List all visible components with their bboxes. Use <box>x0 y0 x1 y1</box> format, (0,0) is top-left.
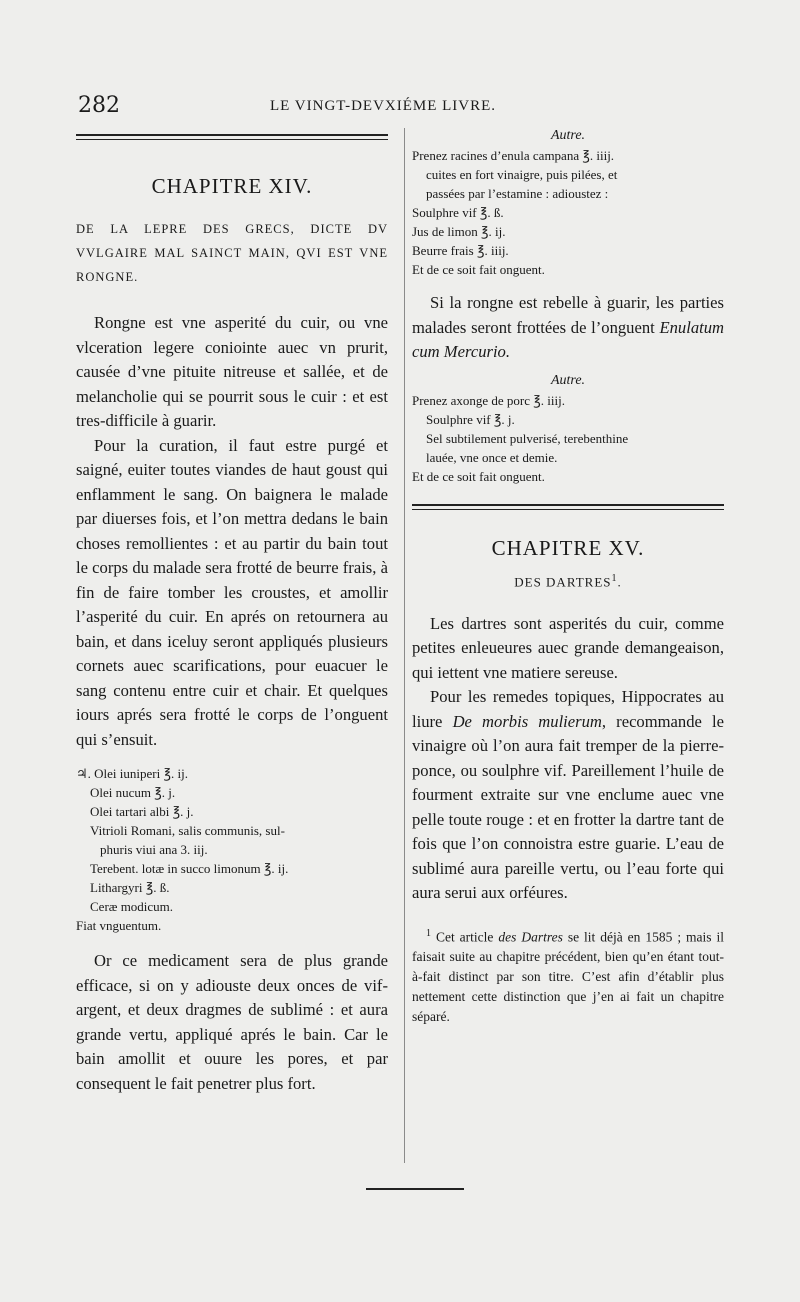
footnote <box>412 924 724 1028</box>
recipe-line: phuris viui ana 3. iij. <box>100 842 208 857</box>
footnote-text: se lit déjà en 1585 ; mais il faisait suite au chapitre précédent, bien qu’en étant tout-à-fait distinct par son titre. C’est afin d’établir plus nettement cette distinction que j’en ai fait un chapitre séparé. <box>412 929 725 1025</box>
chapter-subtitle: DES DARTRES$^1$. <box>514 572 622 589</box>
paragraph: Or ce medicament sera de plus grande efficace, si on y adiouste deux onces de vif-argent, et deux dragmes de sublimé : et aura grande vertu, appliqué aprés le bain. Car le bain amollit et ouure les pores, et par consequent le fait penetrer plus fort. <box>76 951 388 1093</box>
paragraph-text: , recommande le vinaigre où l’on aura fait tremper de la pierre-ponce, ou soulphre vif. Pareillement l’huile de fourment extraite sur vne enclume auec vne pelle toute rouge : et en frotter la dartre tant de fois que l’on connoistra estre guarie. L’eau de sublimé aura pareille vertu, ou l’eau forte qui aura serui aux orféures. <box>412 711 724 903</box>
chapter-rule <box>76 134 388 140</box>
latin-title: De morbis mulierum <box>452 711 602 731</box>
recipe-line: Soulphre vif ℥. ß. <box>412 205 504 220</box>
running-title: LE VINGT-DEVXIÉME LIVRE. <box>270 98 497 114</box>
bottom-rule <box>366 1188 464 1190</box>
recipe-line: cuites en fort vinaigre, puis pilées, et <box>426 167 618 182</box>
paragraph-text: Si la rongne est rebelle à guarir, les parties malades seront frottées de l’onguent <box>412 293 724 337</box>
recipe-line: Terebent. lotæ in succo limonum ℥. ij. <box>90 861 289 876</box>
recipe-line: Olei nucum ℥. j. <box>90 785 176 800</box>
chapter-title: CHAPITRE XIV. <box>151 174 313 198</box>
footnote-text: Cet article <box>435 929 494 945</box>
footnote-number: 1 <box>426 927 431 939</box>
footnote-italic: des Dartres <box>498 929 563 945</box>
recipe-line: lauée, vne once et demie. <box>426 449 558 465</box>
chapter-title: CHAPITRE XV. <box>491 535 645 560</box>
recipe-line: Prenez axonge de porc ℥. iiij. <box>412 392 565 408</box>
recipe-line: passées par l’estamine : adioustez : <box>426 186 609 201</box>
recipe-line: Sel subtilement pulverisé, terebenthine <box>426 430 629 446</box>
page-number: 282 <box>78 93 120 118</box>
left-column <box>76 128 388 1096</box>
recipe-line: Soulphre vif ℥. j. <box>426 411 515 427</box>
paragraph: Rongne est vne asperité du cuir, ou vne vlceration legere coniointe auec vn prurit, causée d’vne pituite nitreuse et sallée, et de melancholie qui se pourrit sous le cuir : et est tres-difficile à guarir. <box>76 313 388 430</box>
recipe-block <box>412 391 724 486</box>
chapter-subtitle: DE LA LEPRE DES GRECS, DICTE DV VVLGAIRE MAL SAINCT MAIN, QVI EST VNE RONGNE. <box>76 222 388 284</box>
paragraph: Les dartres sont asperités du cuir, comme petites enleueures auec grande demangeaison, qui iettent vne matiere sereuse. <box>412 613 724 682</box>
recipe-line: Jus de limon ℥. ij. <box>412 224 506 239</box>
recipe-heading: Autre. <box>550 128 586 143</box>
recipe-line: Ceræ modicum. <box>90 899 174 914</box>
recipe-line: Beurre frais ℥. iiij. <box>412 243 509 258</box>
recipe-heading: Autre. <box>550 372 586 388</box>
recipe-line: Olei tartari albi ℥. j. <box>90 804 194 819</box>
recipe-line: Lithargyri ℥. ß. <box>90 880 170 895</box>
column-divider <box>404 128 405 1163</box>
footnote-marker: 1 <box>611 572 618 584</box>
recipe-line: Prenez racines d’enula campana ℥. iiij. <box>412 148 615 163</box>
latin-term: Enulatum cum Mercurio. <box>412 317 725 361</box>
recipe-line: Fiat vnguentum. <box>76 918 162 933</box>
recipe-block <box>76 764 388 935</box>
right-column <box>412 128 724 1027</box>
paragraph: Pour la curation, il faut estre purgé et saigné, euiter toutes viandes de haut goust qui enflamment le sang. On baignera le malade par diuerses fois, et l’on mettra dedans le bain choses remollientes : et au partir du bain tout le corps du malade sera frotté de beurre frais, à fin de faire tomber les croustes, et amollir l’asperité du cuir. En aprés on retournera au bain, et dans iceluy seront appliqués plusieurs cornets auec scarifications, pour euacuer le sang contenu entre cuir et chair. Et quelques iours aprés sera frotté le corps de l’onguent qui s’ensuit. <box>76 435 388 749</box>
chapter-rule <box>412 504 724 510</box>
recipe-line: ♃. Olei iuniperi ℥. ij. <box>76 766 188 781</box>
recipe-line: Et de ce soit fait onguent. <box>412 468 545 484</box>
paragraph <box>412 685 724 906</box>
recipe-line: Vitrioli Romani, salis communis, sul- <box>90 823 285 838</box>
paragraph <box>412 291 724 365</box>
paragraph-text: Pour les remedes topiques, Hippocrates au liure <box>412 687 724 731</box>
chapter-subtitle-text: DES DARTRES <box>514 573 612 589</box>
recipe-block <box>412 146 724 279</box>
recipe-line: Et de ce soit fait onguent. <box>412 262 545 277</box>
